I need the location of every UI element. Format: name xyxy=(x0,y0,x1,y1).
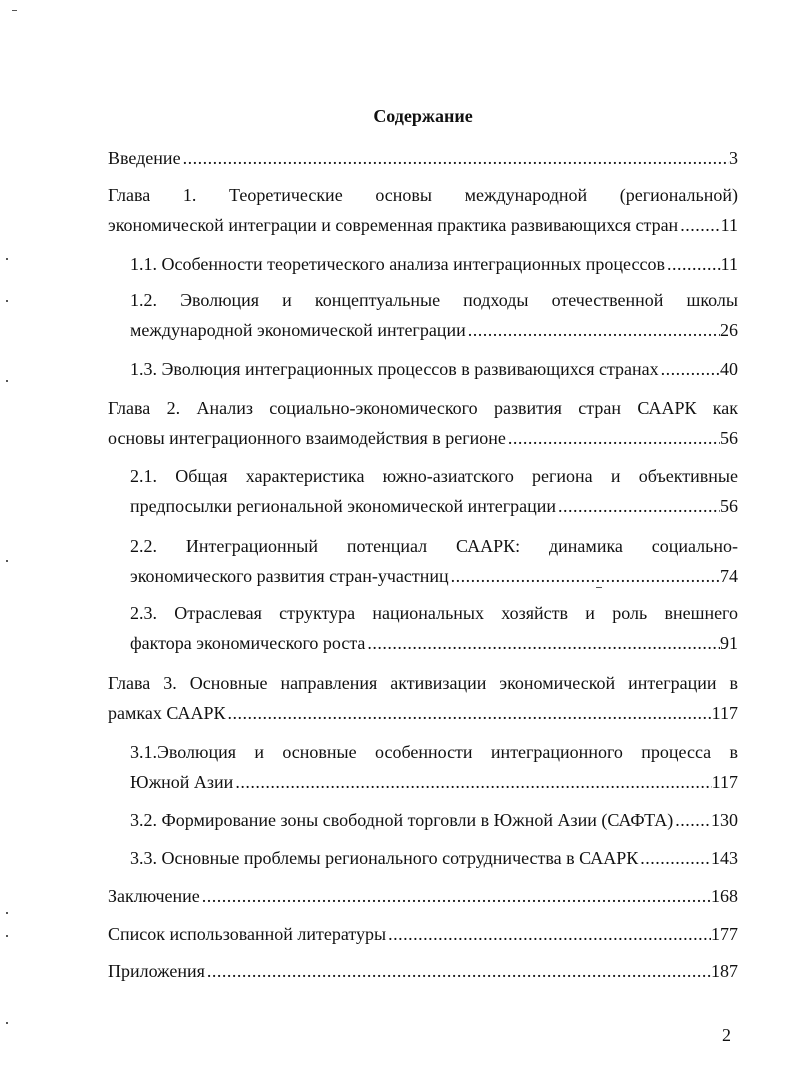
toc-entry-text: 3.2. Формирование зоны свободной торговли в Южной Азии (САФТА) xyxy=(130,810,674,830)
toc-page-number: 91 xyxy=(720,633,738,653)
toc-entry-text: 2.3. Отраслевая структура национальных хозяйств и роль внешнего xyxy=(130,603,738,623)
dot-leader xyxy=(225,698,711,728)
toc-page-number: 74 xyxy=(720,566,738,586)
dot-leader xyxy=(638,843,711,873)
toc-entry-line xyxy=(130,805,738,835)
toc-entry-line xyxy=(108,143,738,173)
toc-entry-line xyxy=(130,628,738,658)
dot-leader xyxy=(181,143,729,173)
toc-entry[interactable] xyxy=(130,531,738,591)
toc-entry[interactable] xyxy=(130,805,738,835)
toc-entry[interactable] xyxy=(130,598,738,658)
toc-entry-text: Список использованной литературы xyxy=(108,924,387,944)
toc-entry-text: 2.2. Интеграционный потенциал СААРК: динамика социально- xyxy=(130,536,738,556)
toc-entry-line xyxy=(108,698,738,728)
toc-page-number: 56 xyxy=(720,496,738,516)
toc-page-number: 187 xyxy=(711,961,738,981)
toc-entry[interactable] xyxy=(130,285,738,345)
toc-page-number: 177 xyxy=(711,924,738,944)
toc-page-number: 143 xyxy=(711,848,738,868)
toc-entry-text: Южной Азии xyxy=(130,772,234,792)
scan-speck xyxy=(6,935,8,937)
toc-entry-line xyxy=(130,315,738,345)
dot-leader xyxy=(678,210,720,240)
toc-entry-line xyxy=(108,881,738,911)
toc-entry-text: фактора экономического роста xyxy=(130,633,366,653)
toc-entry-text: 2.1. Общая характеристика южно-азиатского региона и объективные xyxy=(130,466,738,486)
toc-entry[interactable] xyxy=(108,881,738,911)
dot-leader xyxy=(365,628,720,658)
dot-leader xyxy=(556,491,720,521)
toc-entry-text: Глава 2. Анализ социально-экономического развития стран СААРК как xyxy=(108,398,738,418)
toc-entry[interactable] xyxy=(130,354,738,384)
toc-entry-text: Введение xyxy=(108,148,181,168)
toc-entry-line xyxy=(108,210,738,240)
toc-entry-line xyxy=(130,491,738,521)
toc-entry-text: экономического развития стран-участниц xyxy=(130,566,449,586)
scan-speck xyxy=(6,1022,8,1024)
toc-entry[interactable] xyxy=(108,956,738,986)
toc-entry[interactable] xyxy=(108,668,738,728)
toc-entry-text: 1.2. Эволюция и концептуальные подходы отечественной школы xyxy=(130,290,738,310)
toc-entry-line xyxy=(108,423,738,453)
toc-entry[interactable] xyxy=(108,919,738,949)
toc-entry-text: рамках СААРК xyxy=(108,703,226,723)
toc-entry-text: Приложения xyxy=(108,961,205,981)
scan-speck xyxy=(596,587,602,588)
toc-entry-line xyxy=(108,919,738,949)
scan-speck xyxy=(6,912,8,914)
toc-entry-line xyxy=(130,843,738,873)
toc-entry-text: 3.1.Эволюция и основные особенности интеграционного процесса в xyxy=(130,742,738,762)
dot-leader xyxy=(233,767,711,797)
toc-page-number: 11 xyxy=(720,254,738,274)
toc-entry-line xyxy=(130,561,738,591)
toc-entry[interactable] xyxy=(130,461,738,521)
dot-leader xyxy=(506,423,720,453)
dot-leader xyxy=(449,561,720,591)
dot-leader xyxy=(466,315,720,345)
toc-entry-text: Заключение xyxy=(108,886,200,906)
toc-entry[interactable] xyxy=(130,737,738,797)
toc-entry-text: предпосылки региональной экономической интеграции xyxy=(130,496,557,516)
toc-entry-text: основы интеграционного взаимодействия в регионе xyxy=(108,428,506,448)
toc-entry[interactable] xyxy=(108,143,738,173)
toc-entry-text: 1.3. Эволюция интеграционных процессов в развивающихся странах xyxy=(130,359,659,379)
toc-entry[interactable] xyxy=(108,393,738,453)
dot-leader xyxy=(205,956,711,986)
dot-leader xyxy=(200,881,711,911)
scan-speck xyxy=(12,10,17,11)
toc-page-number: 56 xyxy=(720,428,738,448)
toc-entry-text: 1.1. Особенности теоретического анализа интеграционных процессов xyxy=(130,254,665,274)
scan-speck xyxy=(6,258,8,260)
toc-entry-line xyxy=(130,767,738,797)
scan-speck xyxy=(6,380,8,382)
toc-entry-text: Глава 3. Основные направления активизации экономической интеграции в xyxy=(108,673,738,693)
toc-entry-text: 3.3. Основные проблемы регионального сотрудничества в СААРК xyxy=(130,848,639,868)
dot-leader xyxy=(665,249,721,279)
toc-entry-line xyxy=(108,956,738,986)
toc-entry[interactable] xyxy=(130,249,738,279)
dot-leader xyxy=(659,354,720,384)
dot-leader xyxy=(673,805,711,835)
toc-page-number: 11 xyxy=(720,215,738,235)
toc-entry-text: международной экономической интеграции xyxy=(130,320,466,340)
toc-entry-text: Глава 1. Теоретические основы международной (региональной) xyxy=(108,185,738,205)
scan-speck xyxy=(6,560,8,562)
toc-page-number: 40 xyxy=(720,359,738,379)
toc-page-number: 117 xyxy=(711,772,738,792)
toc-heading: Содержание xyxy=(373,106,473,126)
toc-entry-line xyxy=(130,249,738,279)
toc-page-number: 168 xyxy=(711,886,738,906)
page-number: 2 xyxy=(722,1025,731,1045)
toc-page-number: 117 xyxy=(711,703,738,723)
toc-entry-line xyxy=(130,354,738,384)
toc-page-number: 26 xyxy=(720,320,738,340)
toc-page-number: 3 xyxy=(729,148,738,168)
dot-leader xyxy=(386,919,711,949)
toc-entry-text: экономической интеграции и современная практика развивающихся стран xyxy=(108,215,679,235)
toc-entry[interactable] xyxy=(130,843,738,873)
toc-entry[interactable] xyxy=(108,180,738,240)
scan-speck xyxy=(6,300,8,302)
toc-page-number: 130 xyxy=(711,810,738,830)
